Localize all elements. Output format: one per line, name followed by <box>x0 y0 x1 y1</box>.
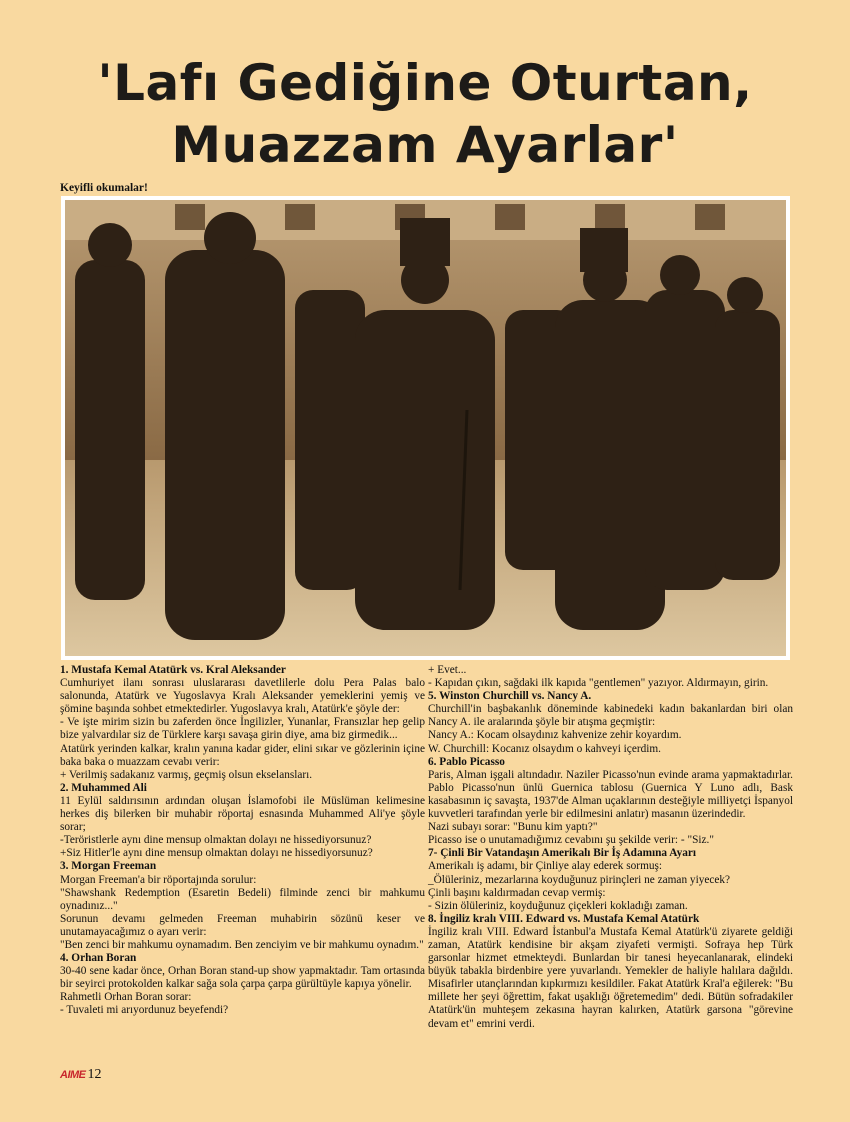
title-line-2: Muazzam Ayarlar' <box>171 116 679 174</box>
section-heading: 4. Orhan Boran <box>60 952 137 965</box>
title-line-1: 'Lafı Gediğine Oturtan, <box>97 54 753 112</box>
article-photo <box>61 196 790 660</box>
paragraph: Picasso ise o unutamadığımız cevabını şu şekilde verir: - "Siz." <box>428 834 714 847</box>
subtitle: Keyifli okumalar! <box>60 182 148 194</box>
page-footer <box>60 1067 102 1083</box>
paragraph: Morgan Freeman'a bir röportajında sorulur: <box>60 873 257 886</box>
paragraph: "Shawshank Redemption (Esaretin Bedeli) filminde zenci bir mahkumu oynadınız..." <box>60 886 425 912</box>
section-heading: 7- Çinli Bir Vatandaşın Amerikalı Bir İş Adamına Ayarı <box>428 847 697 860</box>
paragraph: Nazi subayı sorar: "Bunu kim yaptı?" <box>428 821 598 834</box>
paragraph: 30-40 sene kadar önce, Orhan Boran stand-up show yapmaktadır. Tam ortasında bir seyirci protokolden kalkar sağa sola çarpa çarpa gürültüyle kapıya yönelir. <box>60 965 425 991</box>
page-number: 12 <box>87 1067 102 1082</box>
paragraph: - Ve işte mirim sizin bu zaferden önce İngilizler, Yunanlar, Fransızlar hep gelip bize yalvardılar siz de Türklere karşı savaşa girin diye, ama biz girmedik... <box>60 716 425 742</box>
left-article-column <box>60 664 425 1018</box>
paragraph: Amerikalı iş adamı, bir Çinliye alay ederek sormuş: <box>428 860 663 873</box>
paragraph: + Evet... <box>428 664 467 676</box>
section-heading: 6. Pablo Picasso <box>428 755 505 768</box>
page-title <box>0 52 850 176</box>
historic-photo-illustration <box>65 200 786 656</box>
section-heading: 8. İngiliz kralı VIII. Edward vs. Mustafa Kemal Atatürk <box>428 912 700 925</box>
paragraph: 11 Eylül saldırısının ardından oluşan İslamofobi ile Müslüman kelimesine herkes diş bilerken bir muhabir röportaj esnasında Muhammed Ali'ye şöyle sorar; <box>60 794 425 834</box>
paragraph: İngiliz kralı VIII. Edward İstanbul'a Mustafa Kemal Atatürk'ü ziyarete geldiği zaman, Atatürk kendisine bir akşam ziyafeti vermişti. Sofraya hep Türk garsonlar hizmet etmekteydi. Bunlardan bir tanesi heyecanlanarak, elindeki büyük tabakla birdenbire yere yuvarlandı. Yemekler de haliyle halılara dağıldı. Misafirler utançlarından kıpkırmızı kesildiler. Fakat Atatürk Kral'a eğilerek: "Bu millete her şeyi öğrettim, fakat uşaklığı öğretemedim" dedi. Bütün sofradakiler Atatürk'ün muhteşem zekasına hayran kalırken, Atatürk garsona "görevine devam et" emrini verdi. <box>428 925 793 1030</box>
paragraph: "Ben zenci bir mahkumu oynamadım. Ben zenciyim ve bir mahkumu oynadım." <box>60 938 424 951</box>
paragraph: _Ölüleriniz, mezarlarına koyduğunuz pirinçleri ne zaman yiyecek? <box>428 873 731 886</box>
section-heading: 2. Muhammed Ali <box>60 781 147 794</box>
magazine-logo: AIME <box>60 1069 86 1081</box>
paragraph: - Sizin ölüleriniz, koyduğunuz çiçekleri kokladığı zaman. <box>428 899 688 912</box>
paragraph: Churchill'in başbakanlık döneminde kabinedeki kadın bakanlardan biri olan Nancy A. ile aralarında şöyle bir atışma geçmiştir: <box>428 703 793 729</box>
paragraph: W. Churchill: Kocanız olsaydım o kahveyi içerdim. <box>428 742 661 755</box>
paragraph: Nancy A.: Kocam olsaydınız kahvenize zehir koyardım. <box>428 729 682 742</box>
paragraph: Sorunun devamı gelmeden Freeman muhabirin sözünü keser ve unutamayacağımız o ayarı verir: <box>60 912 425 938</box>
paragraph: -Teröristlerle aynı dine mensup olmaktan dolayı ne hissediyorsunuz? <box>60 834 372 847</box>
paragraph: +Siz Hitler'le aynı dine mensup olmaktan dolayı ne hissediyorsunuz? <box>60 847 373 860</box>
paragraph: Atatürk yerinden kalkar, kralın yanına kadar gider, elini sıkar ve gözlerinin içine baka baka o muazzam cevabı verir: <box>60 742 425 768</box>
section-heading: 5. Winston Churchill vs. Nancy A. <box>428 690 592 703</box>
paragraph: - Tuvaleti mi arıyordunuz beyefendi? <box>60 1004 229 1017</box>
section-heading: 3. Morgan Freeman <box>60 860 157 873</box>
paragraph: - Kapıdan çıkın, sağdaki ilk kapıda "gentlemen" yazıyor. Aldırmayın, girin. <box>428 677 769 690</box>
paragraph: Çinli başını kaldırmadan cevap vermiş: <box>428 886 606 899</box>
paragraph: Paris, Alman işgali altındadır. Naziler Picasso'nun evinde arama yapmaktadırlar. Pablo Picasso'nun ünlü Guernica tablosu (Guernica Y Luno adlı, Bask kasabasının iç savaşta, 1937'de Alman uçaklarının desteğiyle milliyetçi İspanyol kuvvetleri tarafından yerle bir edilmesini anlatır) masanın üzerindedir. <box>428 768 793 821</box>
right-article-column <box>428 664 793 1031</box>
section-heading: 1. Mustafa Kemal Atatürk vs. Kral Aleksander <box>60 664 286 676</box>
paragraph: Rahmetli Orhan Boran sorar: <box>60 991 192 1004</box>
paragraph: + Verilmiş sadakanız varmış, geçmiş olsun ekselansları. <box>60 768 313 781</box>
paragraph: Cumhuriyet ilanı sonrası uluslararası davetlilerle dolu Pera Palas balo salonunda, Atatürk ve Yugoslavya Kralı Aleksander yemeklerini yemiş ve şömine başında sohbet etmektedirler. Yugoslavya kralı, Atatürk'e şöyle der: <box>60 677 425 716</box>
